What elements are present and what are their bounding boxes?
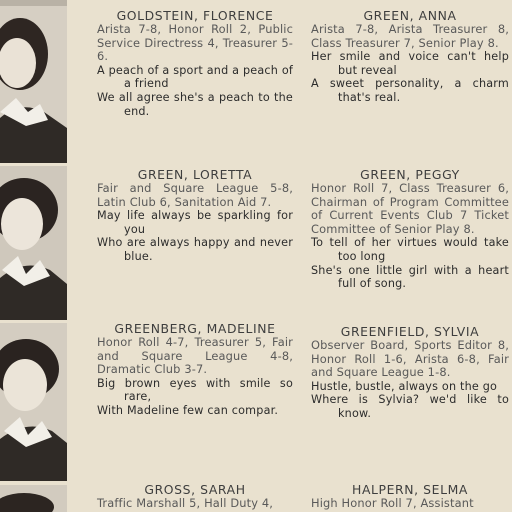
student-name: GREENBERG, MADELINE <box>114 321 276 336</box>
portrait-photo-green-loretta <box>0 166 67 320</box>
verse-line: Hustle, bustle, always on the go <box>311 379 498 393</box>
portrait-photo-greenberg <box>0 323 67 481</box>
verse-line: May life always be sparkling for you <box>97 209 293 236</box>
student-entry-goldstein-florence <box>97 8 293 118</box>
student-activities: Honor Roll 7, Class Treasurer 6, Chairman of Program Committee of Current Events Club 7 Ticket Committee of Senior Play 8. <box>311 181 509 236</box>
verse-line: Her smile and voice can't help but reveal <box>311 50 509 77</box>
student-activities: Fair and Square League 5-8, Latin Club 6, Sanitation Aid 7. <box>97 181 293 209</box>
student-entry-greenberg-madeline <box>97 321 293 418</box>
student-activities: Observer Board, Sports Editor 8, Honor Roll 1-6, Arista 6-8, Fair and Square League 1-8. <box>311 338 509 380</box>
student-entry-green-peggy <box>311 167 509 291</box>
student-name: GOLDSTEIN, FLORENCE <box>116 8 274 23</box>
verse-line: A sweet personality, a charm that's real. <box>311 77 509 104</box>
student-name: HALPERN, SELMA <box>352 482 468 497</box>
student-entry-greenfield-sylvia <box>311 324 509 421</box>
student-activities: Traffic Marshall 5, Hall Duty 4, <box>97 496 274 510</box>
student-name: GREEN, ANNA <box>363 8 457 23</box>
student-entry-gross-sarah <box>97 482 293 511</box>
student-activities: High Honor Roll 7, Assistant <box>311 496 474 510</box>
verse-line: She's one little girl with a heart full of song. <box>311 263 509 291</box>
verse-line: To tell of her virtues would take too long <box>311 236 509 263</box>
portrait-photo-gross <box>0 485 67 512</box>
student-name: GREEN, LORETTA <box>137 167 253 182</box>
student-activities: Honor Roll 4-7, Treasurer 5, Fair and Square League 4-8, Dramatic Club 3-7. <box>97 335 293 377</box>
verse-line: With Madeline few can compar. <box>97 403 279 417</box>
verse-line: We all agree she's a peach to the end. <box>97 90 293 118</box>
verse-line: Where is Sylvia? we'd like to know. <box>311 393 509 420</box>
verse-line: Big brown eyes with smile so rare, <box>97 376 293 404</box>
verse-line: Who are always happy and never blue. <box>97 236 293 263</box>
student-name: GREEN, PEGGY <box>360 167 460 182</box>
student-activities: Arista 7-8, Honor Roll 2, Public Service Directress 4, Treasurer 5-6. <box>97 22 293 64</box>
student-entry-halpern-selma <box>311 482 509 511</box>
student-name: GROSS, SARAH <box>144 482 246 497</box>
student-entry-green-anna <box>311 8 509 105</box>
student-name: GREENFIELD, SYLVIA <box>340 324 480 339</box>
portrait-photo-goldstein <box>0 0 67 163</box>
verse-line: A peach of a sport and a peach of a friend <box>97 63 293 91</box>
student-activities: Arista 7-8, Arista Treasurer 8, Class Treasurer 7, Senior Play 8. <box>311 22 509 50</box>
student-entry-green-loretta <box>97 167 293 264</box>
